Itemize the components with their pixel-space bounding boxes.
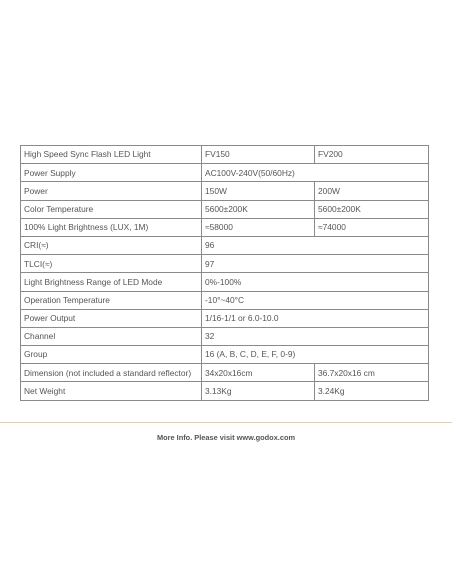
- spec-value-fv150-cell: 5600±200K: [202, 200, 315, 218]
- spec-label-cell: Color Temperature: [21, 200, 202, 218]
- table-row: [21, 164, 429, 182]
- spec-value-fv200-cell: ≈74000: [315, 218, 429, 236]
- spec-value-cell: 97: [202, 255, 429, 273]
- spec-value-fv200-cell: 36.7x20x16 cm: [315, 364, 429, 382]
- spec-value-fv150-cell: ≈58000: [202, 218, 315, 236]
- spec-table: [20, 145, 429, 401]
- spec-value-cell: 32: [202, 327, 429, 345]
- spec-value-fv200-cell: 5600±200K: [315, 200, 429, 218]
- spec-label-cell: CRI(≈): [21, 236, 202, 254]
- spec-table-body: [21, 146, 429, 401]
- spec-label-cell: Power Supply: [21, 164, 202, 182]
- spec-label-cell: 100% Light Brightness (LUX, 1M): [21, 218, 202, 236]
- spec-value-fv200-cell: 200W: [315, 182, 429, 200]
- spec-label-cell: Net Weight: [21, 382, 202, 400]
- spec-value-cell: 16 (A, B, C, D, E, F, 0-9): [202, 346, 429, 364]
- table-row: [21, 218, 429, 236]
- spec-label-cell: Power: [21, 182, 202, 200]
- spec-label-cell: TLCI(≈): [21, 255, 202, 273]
- table-row: [21, 146, 429, 164]
- footer-divider: [0, 422, 452, 423]
- spec-value-fv150-cell: 150W: [202, 182, 315, 200]
- table-row: [21, 182, 429, 200]
- table-row: [21, 364, 429, 382]
- table-row: [21, 200, 429, 218]
- spec-label-cell: Dimension (not included a standard reflector): [21, 364, 202, 382]
- table-row: [21, 255, 429, 273]
- table-row: [21, 236, 429, 254]
- spec-value-cell: AC100V-240V(50/60Hz): [202, 164, 429, 182]
- table-row: [21, 291, 429, 309]
- table-row: [21, 382, 429, 400]
- spec-value-cell: 1/16-1/1 or 6.0-10.0: [202, 309, 429, 327]
- spec-label-cell: Power Output: [21, 309, 202, 327]
- spec-label-cell: High Speed Sync Flash LED Light: [21, 146, 202, 164]
- table-row: [21, 327, 429, 345]
- spec-value-fv150-cell: 34x20x16cm: [202, 364, 315, 382]
- spec-value-fv150-cell: 3.13Kg: [202, 382, 315, 400]
- spec-label-cell: Group: [21, 346, 202, 364]
- table-row: [21, 309, 429, 327]
- spec-label-cell: Channel: [21, 327, 202, 345]
- spec-label-cell: Operation Temperature: [21, 291, 202, 309]
- footer-info-text: More Info. Please visit www.godox.com: [156, 433, 296, 442]
- spec-value-fv200-cell: 3.24Kg: [315, 382, 429, 400]
- spec-value-cell: -10°~40°C: [202, 291, 429, 309]
- table-row: [21, 346, 429, 364]
- spec-value-cell: 0%-100%: [202, 273, 429, 291]
- table-row: [21, 273, 429, 291]
- spec-value-fv150-cell: FV150: [202, 146, 315, 164]
- spec-label-cell: Light Brightness Range of LED Mode: [21, 273, 202, 291]
- spec-value-fv200-cell: FV200: [315, 146, 429, 164]
- spec-value-cell: 96: [202, 236, 429, 254]
